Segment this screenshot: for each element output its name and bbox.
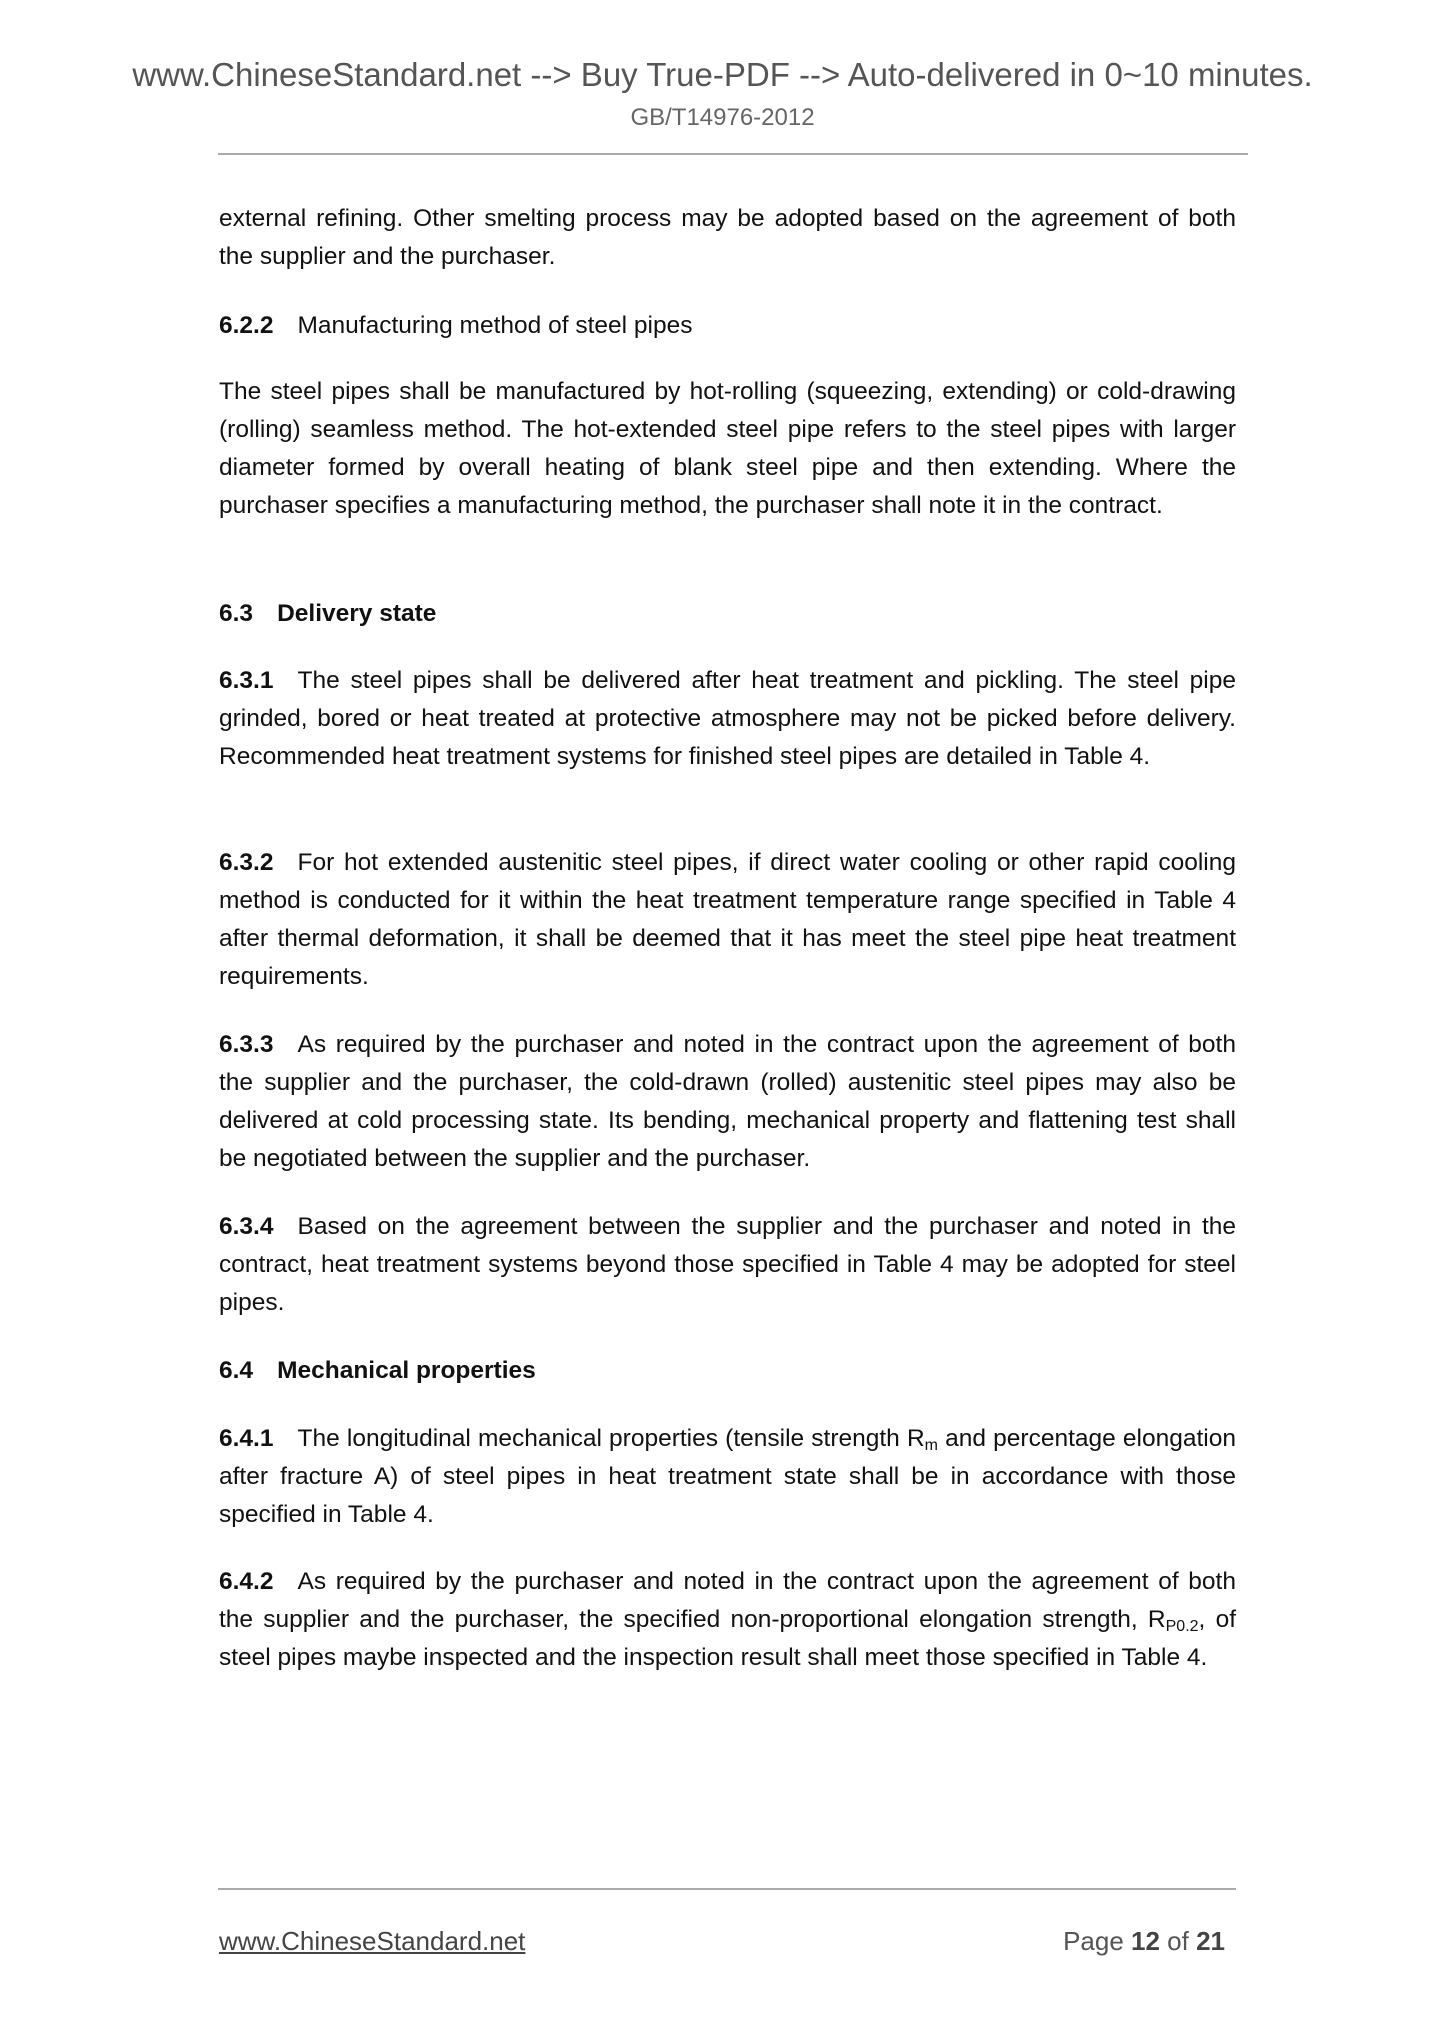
section-title: Manufacturing method of steel pipes: [297, 312, 693, 339]
header-banner: www.ChineseStandard.net --> Buy True-PDF --> Auto-delivered in 0~10 minutes.: [132, 56, 1313, 93]
clause-6-4-2: [219, 1563, 1236, 1677]
clause-text: The steel pipes shall be delivered after heat treatment and pickling. The steel pipe grinded, bored or heat treated at protective atmosphere may not be picked before delivery. Recommended heat treatment systems for finished steel pipes are detailed in Table 4.: [219, 667, 1236, 770]
clause-number: 6.3.4: [219, 1213, 274, 1240]
clause-text: and percentage elongation after fracture A) of steel pipes in heat treatment state shall be in accordance with those specified in Table 4.: [219, 1425, 1237, 1528]
paragraph: external refining. Other smelting process may be adopted based on the agreement of both the supplier and the purchaser.: [219, 205, 1236, 270]
clause-text: Based on the agreement between the supplier and the purchaser and noted in the contract, heat treatment systems beyond those specified in Table 4 may be adopted for steel pipes.: [219, 1213, 1236, 1316]
section-heading-6-2-2: [219, 307, 1236, 345]
current-page: 12: [1131, 1926, 1160, 1956]
clause-text: For hot extended austenitic steel pipes, if direct water cooling or other rapid cooling method is conducted for it within the heat treatment temperature range specified in Table 4 after thermal deformation, it shall be deemed that it has meet the steel pipe heat treatment requirements.: [219, 849, 1236, 990]
clause-text: As required by the purchaser and noted in the contract upon the agreement of both the supplier and the purchaser, the specified non-proportional elongation strength, R: [219, 1568, 1236, 1633]
clause-text: , of steel pipes maybe inspected and the inspection result shall meet those specified in Table 4.: [219, 1606, 1237, 1671]
clause-6-3-1: [219, 662, 1236, 776]
section-number: 6.4: [219, 1357, 254, 1384]
section-title: Delivery state: [277, 600, 437, 627]
page-label: Page: [1063, 1926, 1132, 1956]
header-divider: [218, 153, 1248, 155]
section-heading-6-4: [219, 1352, 1236, 1390]
clause-text: As required by the purchaser and noted in the contract upon the agreement of both the supplier and the purchaser, the cold-drawn (rolled) austenitic steel pipes may also be delivered at cold processing state. Its bending, mechanical property and flattening test shall be negotiated between the supplier and the purchaser.: [219, 1031, 1236, 1172]
clause-text: The longitudinal mechanical properties (tensile strength R: [297, 1425, 925, 1452]
standard-number: GB/T14976-2012: [630, 104, 815, 131]
section-number: 6.2.2: [219, 312, 274, 339]
page-of-label: of: [1159, 1926, 1197, 1956]
clause-6-3-2: [219, 844, 1236, 996]
section-heading-6-3: [219, 595, 1236, 633]
paragraph: The steel pipes shall be manufactured by hot-rolling (squeezing, extending) or cold-drawing (rolling) seamless method. The hot-extended steel pipe refers to the steel pipes with larger diameter formed by overall heating of blank steel pipe and then extending. Where the purchaser specifies a manufacturing method, the purchaser shall note it in the contract.: [219, 378, 1236, 519]
page-indicator: [1063, 1926, 1225, 1957]
footer-website-link[interactable]: www.ChineseStandard.net: [219, 1926, 526, 1956]
clause-number: 6.3.1: [219, 667, 274, 694]
section-number: 6.3: [219, 600, 254, 627]
clause-6-3-3: [219, 1026, 1236, 1178]
total-pages: 21: [1196, 1926, 1225, 1956]
clause-6-3-4: [219, 1208, 1236, 1322]
section-title: Mechanical properties: [277, 1357, 536, 1384]
subscript: m: [924, 1437, 938, 1454]
subscript: P0.2: [1165, 1618, 1199, 1635]
clause-number: 6.4.1: [219, 1425, 274, 1452]
clause-number: 6.4.2: [219, 1568, 274, 1595]
clause-number: 6.3.3: [219, 1031, 274, 1058]
clause-6-4-1: [219, 1420, 1236, 1534]
clause-number: 6.3.2: [219, 849, 274, 876]
footer-divider: [218, 1888, 1236, 1890]
